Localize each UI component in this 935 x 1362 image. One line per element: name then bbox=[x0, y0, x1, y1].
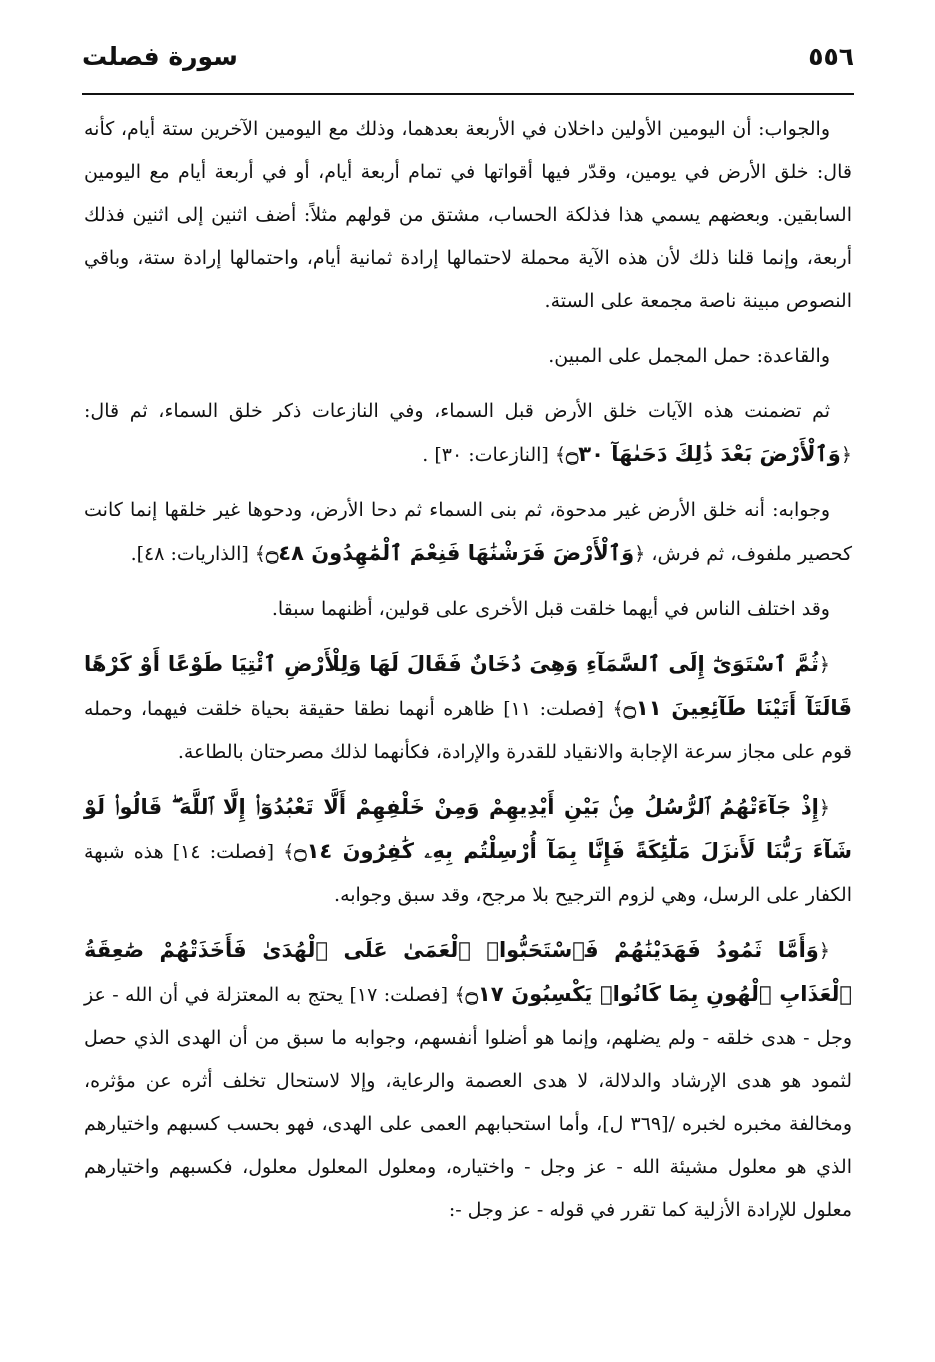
surah-title: سورة فصلت bbox=[82, 42, 238, 71]
paragraph-fussilat-11: ﴿ثُمَّ ٱسْتَوَىٰٓ إِلَى ٱلسَّمَآءِ وَهِىَ دُخَانٌ فَقَالَ لَهَا وَلِلْأَرْضِ ٱئْتِيَا طَوْعًا أَوْ كَرْهًا قَالَتَآ أَتَيْنَا طَآئِعِينَ ۝١١﴾ [فصلت: ١١] ظاهره أنهما نطقا حقيقة بحياة خلقت فيهما، وحمله قوم على مجاز سرعة الإجابة والانقياد للقدرة والإرادة، فكأنهما لذلك مصرحتان بالطاعة. bbox=[84, 652, 852, 763]
page-body bbox=[84, 108, 852, 1348]
paragraph-fussilat-14: ﴿إِذْ جَآءَتْهُمُ ٱلرُّسُلُ مِنۢ بَيْنِ أَيْدِيهِمْ وَمِنْ خَلْفِهِمْ أَلَّا تَعْبُدُوٓا۟ إِلَّا ٱللَّهَ ۖ قَالُوا۟ لَوْ شَآءَ رَبُّنَا لَأَنزَلَ مَلَٰٓئِكَةً فَإِنَّا بِمَآ أُرْسِلْتُم بِهِۦ كَٰفِرُونَ ۝١٤﴾ [فصلت: ١٤] هذه شبهة الكفار على الرسل، وهي لزوم الترجيح بلا مرجح، وقد سبق وجوابه. bbox=[84, 795, 852, 906]
paragraph-fussilat-17: ﴿وَأَمَّا ثَمُودُ فَهَدَيْنَٰهُمْ فَٱسْتَحَبُّوا۟ ٱلْعَمَىٰ عَلَى ٱلْهُدَىٰ فَأَخَذَتْهُمْ صَٰعِقَةُ ٱلْعَذَابِ ٱلْهُونِ بِمَا كَانُوا۟ يَكْسِبُونَ ۝١٧﴾ [فصلت: ١٧] يحتج به المعتزلة في أن الله - عز وجل - هدى خلقه - ولم يضلهم، وإنما هو أضلوا أنفسهم، وجوابه ما سبق من أن الهدى الذي حصل لثمود هو هدى الإرشاد والدلالة، لا هدى العصمة والرعاية، وإلا لاستحال تخلف أثره عن مؤثره، ومخالفة مخبره لخبره /[٣٦٩ ل]، وأما استحبابهم العمى على الهدى، فهو بحسب كسبهم واختيارهم الذي هو معلول مشيئة الله - عز وجل - واختياره، ومعلول المعلول معلول، فكسبهم واختيارهم معلول للإرادة الأزلية كما تقرر في قوله - عز وجل -: bbox=[84, 938, 852, 1221]
quran-verse: وَأَمَّا ثَمُودُ فَهَدَيْنَٰهُمْ فَٱسْتَحَبُّوا۟ ٱلْعَمَىٰ عَلَى ٱلْهُدَىٰ فَأَخَذَتْهُمْ صَٰعِقَةُ ٱلْعَذَابِ ٱلْهُونِ بِمَا كَانُوا۟ يَكْسِبُونَ ۝١٧ bbox=[84, 938, 852, 1006]
quran-verse: ثُمَّ ٱسْتَوَىٰٓ إِلَى ٱلسَّمَآءِ وَهِىَ دُخَانٌ فَقَالَ لَهَا وَلِلْأَرْضِ ٱئْتِيَا طَوْعًا أَوْ كَرْهًا قَالَتَآ أَتَيْنَا طَآئِعِينَ ۝١١ bbox=[84, 652, 852, 720]
page-number: ٥٥٦ bbox=[808, 42, 854, 71]
paragraph-dhariyat: وجوابه: أنه خلق الأرض غير مدحوة، ثم بنى السماء ثم دحا الأرض، ودحوها غير خلقها إنما كانت كحصير ملفوف، ثم فرش، ﴿وَٱلْأَرْضَ فَرَشْنَٰهَا فَنِعْمَ ٱلْمَٰهِدُونَ ۝٤٨﴾ [الذاريات: ٤٨]. bbox=[84, 499, 852, 565]
quran-verse: وَٱلْأَرْضَ بَعْدَ ذَٰلِكَ دَحَىٰهَآ ۝٣٠ bbox=[566, 442, 841, 466]
quran-verse: وَٱلْأَرْضَ فَرَشْنَٰهَا فَنِعْمَ ٱلْمَٰهِدُونَ ۝٤٨ bbox=[265, 541, 635, 565]
paragraph-rule: والقاعدة: حمل المجمل على المبين. bbox=[548, 345, 830, 367]
page-header bbox=[82, 38, 854, 90]
paragraph-naziat: ثم تضمنت هذه الآيات خلق الأرض قبل السماء، وفي النازعات ذكر خلق السماء، ثم قال: ﴿وَٱلْأَرْضَ بَعْدَ ذَٰلِكَ دَحَىٰهَآ ۝٣٠﴾ [النازعات: ٣٠] . bbox=[84, 400, 852, 466]
quran-verse: إِذْ جَآءَتْهُمُ ٱلرُّسُلُ مِنۢ بَيْنِ أَيْدِيهِمْ وَمِنْ خَلْفِهِمْ أَلَّا تَعْبُدُوٓا۟ إِلَّا ٱللَّهَ ۖ قَالُوا۟ لَوْ شَآءَ رَبُّنَا لَأَنزَلَ مَلَٰٓئِكَةً فَإِنَّا بِمَآ أُرْسِلْتُم بِهِۦ كَٰفِرُونَ ۝١٤ bbox=[84, 795, 852, 863]
header-divider bbox=[82, 93, 854, 95]
paragraph-answer-days: والجواب: أن اليومين الأولين داخلان في الأربعة بعدهما، وذلك مع اليومين الآخرين ستة أيام، كأنه قال: خلق الأرض في يومين، وقدّر فيها أقواتها في تمام أربعة أيام، أو في أربعة أيام مع اليومين السابقين. وبعضهم يسمي هذا فذلكة الحساب، مشتق من قولهم مثلاً: أضف اثنين إلى اثنين فذلك أربعة، وإنما قلنا ذلك لأن هذه الآية محملة لاحتمالها إرادة ثمانية أيام، واحتمالها إرادة ستة، وباقي النصوص مبينة ناصة مجمعة على الستة. bbox=[84, 118, 852, 312]
paragraph-disagreement: وقد اختلف الناس في أيهما خلقت قبل الأخرى على قولين، أظنهما سبقا. bbox=[271, 598, 830, 620]
